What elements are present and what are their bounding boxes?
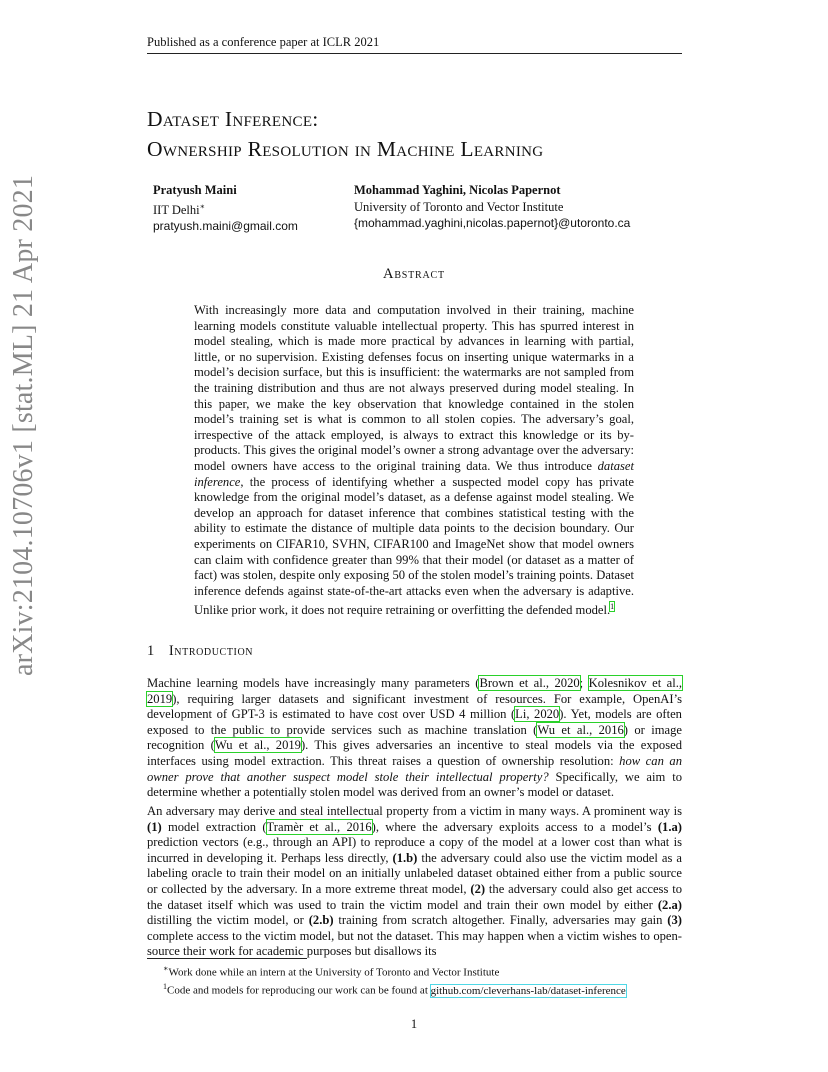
citation-link[interactable]: Brown et al., 2020 (479, 676, 580, 690)
title-line-2: Ownership Resolution in Machine Learning (147, 137, 544, 161)
author-block-1 (153, 182, 298, 235)
header-rule (147, 53, 682, 54)
author-name: Pratyush Maini (153, 183, 237, 197)
research-question: how can an owner prove that another suspect model stole their intellectual property? (147, 753, 682, 784)
section-title: Introduction (168, 643, 254, 659)
abstract-italic-term: dataset inference (194, 458, 634, 489)
intro-paragraph-2: An adversary may derive and steal intellectual property from a victim in many ways. A prominent way is (1) model extraction (Tramèr et al., 2016), where the adversary exploits access to a model’s (1.a) prediction vectors (e.g., through an API) to reproduce a copy of the model at a lower cost than what is incurred in developing it. Perhaps less directly, (1.b) the adversary could also use the victim model as a labeling oracle to train their model on an initially unlabeled dataset obtained either from a public source or collected by the adversary. In a more extreme threat model, (2) the adversary could also get access to the dataset itself which was used to train the victim model and train their own model by either (2.a) distilling the victim model, or (2.b) training from scratch altogether. Finally, adversaries may gain (3) complete access to the victim model, but not the dataset. This may happen when a victim wishes to open-source their work for academic purposes but disallows its (147, 804, 683, 959)
paper-title (147, 104, 727, 164)
footnotes (147, 962, 707, 998)
footnote-link-1[interactable]: 1 (610, 602, 615, 612)
page-number: 1 (410, 1017, 418, 1031)
author-affiliation: IIT Delhi∗ (153, 201, 206, 217)
running-header: Published as a conference paper at ICLR 2021 (147, 35, 380, 49)
footnote-1: $^1$Code and models for reproducing our work can be found at github.com/cleverhans-lab/dataset-inference (163, 982, 626, 997)
citation-link[interactable]: Tramèr et al., 2016 (266, 819, 372, 834)
author-names: Mohammad Yaghini, Nicolas Papernot (354, 183, 561, 197)
abstract-heading: Abstract (383, 266, 445, 282)
author-emails[interactable]: {mohammad.yaghini,nicolas.papernot}@utoronto.ca (354, 216, 631, 230)
citation-link[interactable]: Li, 2020 (515, 707, 560, 722)
section-number: 1 (147, 643, 155, 659)
intro-paragraph-1: Machine learning models have increasingly many parameters (Brown et al., 2020; Kolesnikov et al., 2019), requiring larger datasets and significant investment of resources. For example, OpenAI’s development of GPT-3 is estimated to have cost over USD 4 million (Li, 2020). Yet, models are often exposed to the public to provide services such as machine translation (Wu et al., 2016) or image recognition (Wu et al., 2019). This gives adversaries an incentive to steal models via the exposed interfaces using model extraction. This threat raises a question of ownership resolution: how can an owner prove that another suspect model stole their intellectual property? Specifically, we aim to determine whether a potentially stolen model was derived from an owner’s model or dataset. (147, 676, 683, 800)
section-heading-introduction (147, 643, 253, 660)
footnote-rule (147, 958, 307, 959)
author-affiliation: University of Toronto and Vector Institute (354, 199, 564, 214)
citation-link[interactable]: Wu et al., 2016 (537, 722, 624, 737)
code-url-link[interactable]: github.com/cleverhans-lab/dataset-inference (430, 984, 626, 997)
citation-link[interactable]: Kolesnikov et al., 2019 (147, 676, 683, 706)
arxiv-stamp: arXiv:2104.10706v1 [stat.ML] 21 Apr 2021 (8, 174, 39, 676)
footnote-0: ∗Work done while an intern at the University of Toronto and Vector Institute (163, 964, 500, 979)
affiliation-footnote-mark: ∗ (199, 201, 206, 211)
author-block-2 (354, 182, 630, 232)
author-email[interactable]: pratyush.maini@gmail.com (153, 219, 298, 234)
abstract-text: With increasingly more data and computation involved in their training, machine learning models constitute valuable intellectual property. This has spurred interest in model stealing, which is made more practical by advances in learning with partial, little, or no supervision. Existing defenses focus on inserting unique watermarks in a model’s decision surface, but this is insufficient: the watermarks are not sampled from the training distribution and thus are not always preserved during model stealing. In this paper, we make the key observation that knowledge contained in the stolen model’s training set is what is common to all stolen copies. The adversary’s goal, irrespective of the attack employed, is always to extract this knowledge or its by-products. This gives the original model’s owner a strong advantage over the adversary: model owners have access to the original training data. We thus introduce dataset inference, the process of identifying whether a suspected model copy has private knowledge from the original model’s dataset, as a defense against model stealing. We develop an approach for dataset inference that combines statistical testing with the ability to estimate the distance of multiple data points to the decision boundary. Our experiments on CIFAR10, SVHN, CIFAR100 and ImageNet show that model owners can claim with confidence greater than 99% that their model (or dataset as a matter of fact) was stolen, despite only exposing 50 of the stolen model’s training points. Dataset inference defends against state-of-the-art attacks even when the adversary is adaptive. Unlike prior work, it does not require retraining or overfitting the defended model.$^1$ (194, 303, 634, 618)
title-line-1: Dataset Inference: (147, 107, 319, 131)
citation-link[interactable]: Wu et al., 2019 (214, 738, 301, 753)
